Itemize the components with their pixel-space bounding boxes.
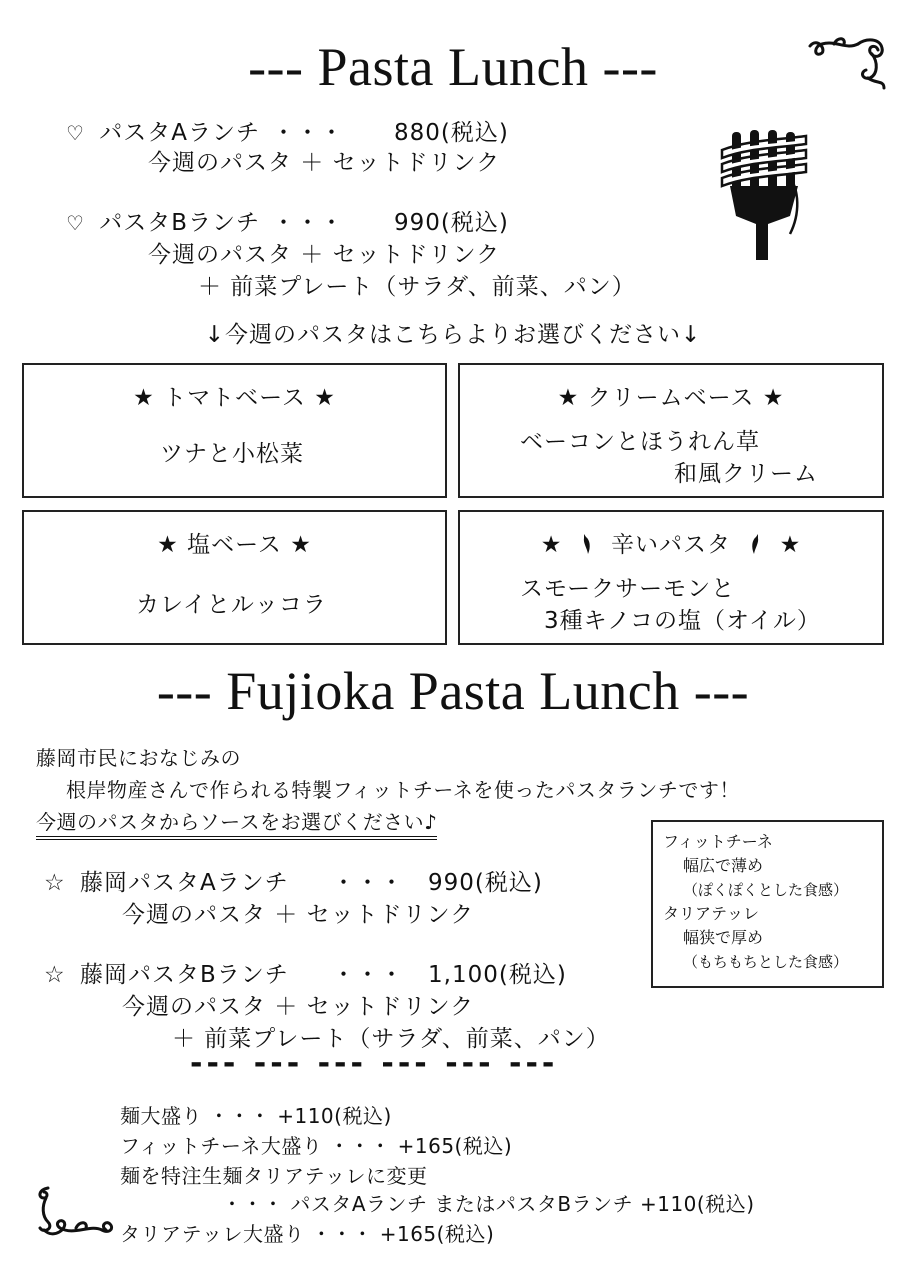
intro-line: 根岸物産さんで作られる特製フィットチーネを使ったパスタランチです！	[66, 778, 740, 802]
noodle-desc: 幅狭で厚め	[683, 928, 764, 947]
base-header: ★ トマトベース ★	[133, 385, 336, 411]
option-line: 麺を特注生麺タリアテッレに変更	[120, 1164, 428, 1188]
item-price: 990(税込)	[428, 870, 543, 896]
menu-item-detail: 今週のパスタ ＋ セットドリンク	[122, 902, 475, 928]
menu-item-fujioka-b	[44, 956, 567, 989]
base-dish: スモークサーモンと	[520, 576, 736, 602]
base-box-salt	[22, 510, 447, 645]
star-marker: ☆	[44, 962, 66, 988]
item-dots: ・・・	[332, 870, 404, 896]
star-icon: ★	[779, 532, 802, 558]
heart-marker: ♡	[66, 211, 85, 235]
choose-note: ↓今週のパスタはこちらよりお選びください↓	[204, 322, 702, 348]
chili-pepper-icon	[581, 533, 593, 555]
star-marker: ☆	[44, 870, 66, 896]
option-line: タリアテッレ大盛り ・・・ +165(税込)	[120, 1222, 495, 1246]
menu-item-detail: ＋ 前菜プレート（サラダ、前菜、パン）	[198, 274, 636, 300]
heart-marker: ♡	[66, 121, 85, 145]
item-name: 藤岡パスタBランチ	[79, 962, 289, 988]
noodle-type: タリアテッレ	[663, 904, 760, 923]
menu-item-detail: 今週のパスタ ＋ セットドリンク	[148, 150, 501, 176]
star-icon: ★	[540, 532, 563, 558]
menu-item-detail: ＋ 前菜プレート（サラダ、前菜、パン）	[172, 1026, 610, 1052]
noodle-desc: （ぽくぽくとした食感）	[683, 881, 849, 899]
chili-pepper-icon	[749, 533, 761, 555]
item-price: 880(税込)	[394, 120, 509, 146]
menu-item-pasta-a	[66, 114, 509, 147]
option-line: フィットチーネ大盛り ・・・ +165(税込)	[120, 1134, 513, 1158]
item-dots: ・・・	[272, 210, 344, 236]
base-dish: 和風クリーム	[674, 461, 818, 487]
divider: --- --- --- --- --- ---	[190, 1046, 559, 1081]
fujioka-pasta-lunch-title: --- Fujioka Pasta Lunch ---	[156, 661, 750, 721]
base-box-spicy	[458, 510, 884, 645]
ornament-icon	[34, 1184, 118, 1244]
noodle-note-box	[651, 820, 884, 988]
fork-pasta-icon	[718, 124, 808, 264]
noodle-type: フィットチーネ	[663, 832, 773, 851]
item-price: 1,100(税込)	[428, 962, 567, 988]
intro-line	[36, 806, 437, 835]
ornament-icon	[806, 34, 888, 92]
option-line: ・・・ パスタAランチ またはパスタBランチ +110(税込)	[222, 1192, 755, 1216]
base-dish: ツナと小松菜	[160, 441, 304, 467]
item-dots: ・・・	[332, 962, 404, 988]
base-dish: カレイとルッコラ	[136, 592, 327, 618]
noodle-desc: （もちもちとした食感）	[683, 953, 849, 971]
menu-item-detail: 今週のパスタ ＋ セットドリンク	[122, 994, 475, 1020]
base-box-cream	[458, 363, 884, 498]
item-name: パスタBランチ	[99, 210, 261, 236]
base-box-tomato	[22, 363, 447, 498]
intro-underlined: 今週のパスタからソースをお選びください♪	[36, 810, 437, 840]
menu-item-pasta-b	[66, 204, 509, 237]
base-header	[460, 526, 882, 559]
item-name: 藤岡パスタAランチ	[79, 870, 289, 896]
intro-line: 藤岡市民におなじみの	[36, 746, 241, 770]
option-line: 麺大盛り ・・・ +110(税込)	[120, 1104, 392, 1128]
item-dots: ・・・	[272, 120, 344, 146]
menu-item-detail: 今週のパスタ ＋ セットドリンク	[148, 242, 501, 268]
menu-item-fujioka-a	[44, 864, 543, 897]
item-price: 990(税込)	[394, 210, 509, 236]
base-dish: 3種キノコの塩（オイル）	[544, 608, 821, 634]
pasta-lunch-title: --- Pasta Lunch ---	[248, 37, 658, 97]
base-header: ★ クリームベース ★	[557, 385, 785, 411]
base-dish: ベーコンとほうれん草	[520, 429, 760, 455]
base-header: ★ 塩ベース ★	[157, 532, 312, 558]
base-header-text: 辛いパスタ	[611, 532, 731, 558]
noodle-desc: 幅広で薄め	[683, 856, 764, 875]
item-name: パスタAランチ	[99, 120, 260, 146]
